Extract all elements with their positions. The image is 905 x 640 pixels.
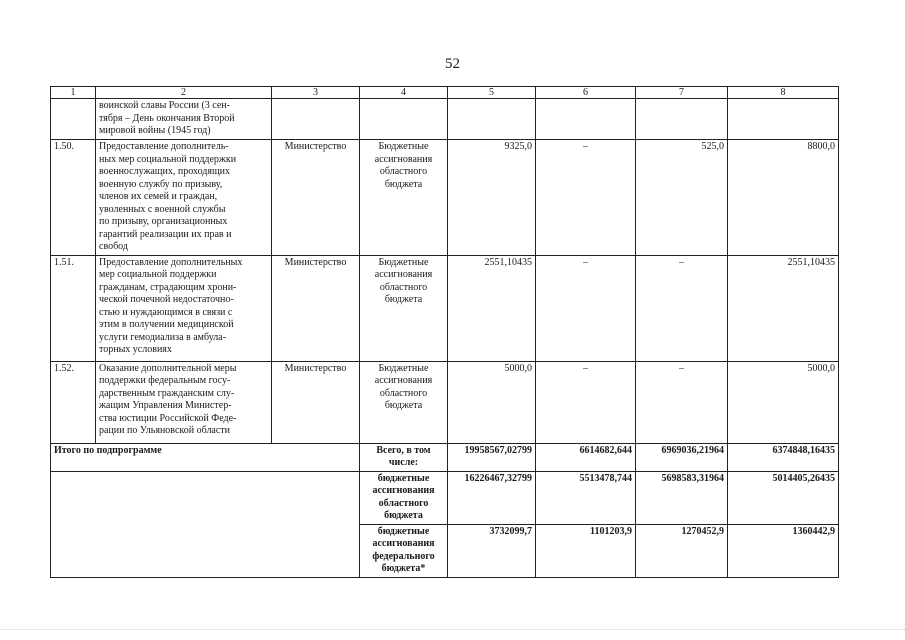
col-header-8: 8 (728, 87, 839, 99)
row-number: 1.52. (51, 361, 96, 443)
row-value-6: – (536, 255, 636, 361)
row-value-7: – (636, 255, 728, 361)
totals-federal-source: бюджетные ассигнования федерального бюджета* (360, 524, 448, 577)
row-value-7: 525,0 (636, 140, 728, 256)
row-value-8: 5000,0 (728, 361, 839, 443)
continuation-text: воинской славы России (3 сен- тября – День окончания Второй мировой войны (1945 год) (96, 99, 272, 140)
totals-all-value-5: 19958567,02799 (448, 443, 536, 471)
row-funding-source: Бюджетные ассигнования областного бюджета (360, 361, 448, 443)
totals-all-source: Всего, в том числе: (360, 443, 448, 471)
col-header-3: 3 (272, 87, 360, 99)
col-header-7: 7 (636, 87, 728, 99)
totals-all-value-7: 6969036,21964 (636, 443, 728, 471)
totals-regional-value-6: 5513478,744 (536, 471, 636, 524)
totals-federal-value-6: 1101203,9 (536, 524, 636, 577)
row-description: Предоставление дополнитель- ных мер социальной поддержки военнослужащих, проходящих военную службу по призыву, членов их семей и граждан, уволенных с военной службы по призыву, организационных гарантий реализации их прав и свобод (96, 140, 272, 256)
row-description: Предоставление дополнительных мер социальной поддержки гражданам, страдающим хрони- ческой почечной недостаточно- стью и нуждающимся в связи с этим в получении медицинской услуги гемодиализа в амбула- торных условиях (96, 255, 272, 361)
row-executor: Министерство (272, 361, 360, 443)
totals-row-regional (51, 471, 839, 524)
row-executor: Министерство (272, 140, 360, 256)
row-description: Оказание дополнительной меры поддержки федеральным госу- дарственным гражданским слу- жащим Управления Министер- ства юстиции Российской Феде- рации по Ульяновской области (96, 361, 272, 443)
totals-federal-value-5: 3732099,7 (448, 524, 536, 577)
row-value-6: – (536, 361, 636, 443)
row-funding-source: Бюджетные ассигнования областного бюджета (360, 140, 448, 256)
col-header-6: 6 (536, 87, 636, 99)
table-row (51, 361, 839, 443)
budget-table (50, 86, 839, 578)
row-value-7: – (636, 361, 728, 443)
col-header-5: 5 (448, 87, 536, 99)
totals-federal-value-7: 1270452,9 (636, 524, 728, 577)
col-header-2: 2 (96, 87, 272, 99)
row-value-6: – (536, 140, 636, 256)
totals-regional-source: бюджетные ассигнования областного бюджета (360, 471, 448, 524)
totals-blank-cell (51, 471, 360, 577)
scan-artifact-line (0, 629, 905, 636)
column-number-row (51, 87, 839, 99)
page-number: 52 (445, 56, 460, 72)
totals-row-all (51, 443, 839, 471)
col-header-4: 4 (360, 87, 448, 99)
totals-federal-value-8: 1360442,9 (728, 524, 839, 577)
row-value-8: 2551,10435 (728, 255, 839, 361)
totals-all-value-6: 6614682,644 (536, 443, 636, 471)
row-executor: Министерство (272, 255, 360, 361)
table-row (51, 255, 839, 361)
totals-regional-value-8: 5014405,26435 (728, 471, 839, 524)
table-row (51, 140, 839, 256)
row-value-5: 9325,0 (448, 140, 536, 256)
row-funding-source: Бюджетные ассигнования областного бюджета (360, 255, 448, 361)
row-number: 1.50. (51, 140, 96, 256)
totals-all-value-8: 6374848,16435 (728, 443, 839, 471)
col-header-1: 1 (51, 87, 96, 99)
row-value-5: 5000,0 (448, 361, 536, 443)
row-value-5: 2551,10435 (448, 255, 536, 361)
row-value-8: 8800,0 (728, 140, 839, 256)
totals-regional-value-5: 16226467,32799 (448, 471, 536, 524)
totals-regional-value-7: 5698583,31964 (636, 471, 728, 524)
totals-label: Итого по подпрограмме (51, 443, 360, 471)
row-number: 1.51. (51, 255, 96, 361)
continuation-row (51, 99, 839, 140)
